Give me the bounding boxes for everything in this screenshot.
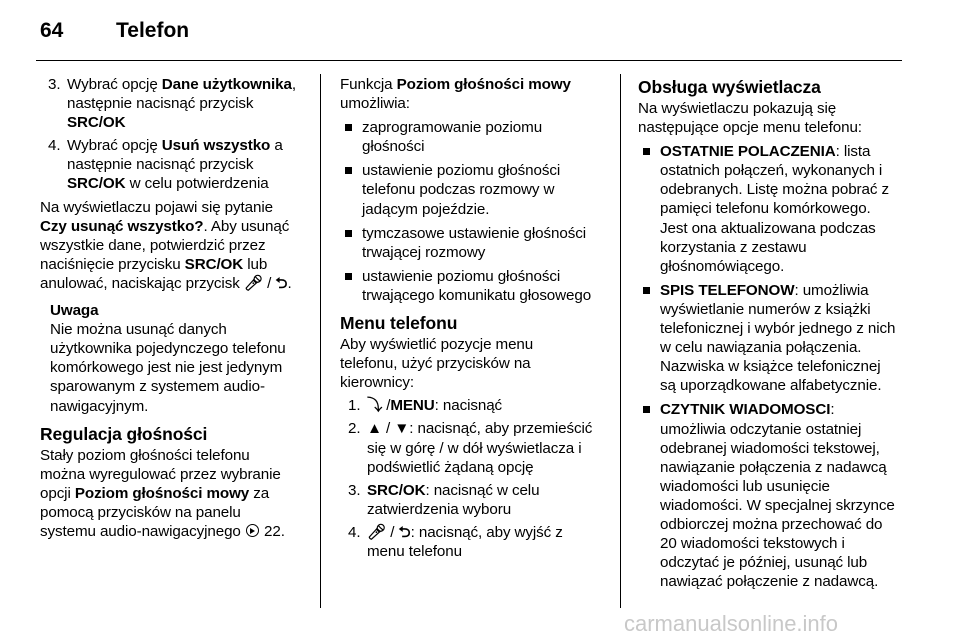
delete-confirm-paragraph: Na wyświetlaczu pojawi się pytanie Czy usunąć wszystko?. Aby usunąć wszystkie dane, potwierdzić przez naciśnięcie przycisku SRC/OK lub anulować, naciskając przycisk 🎤︎ / ⮌.	[40, 198, 292, 292]
list-item: OSTATNIE POLACZENIA: lista ostatnich połączeń, wykonanych i odebranych. Listę można pobrać z pamięci telefonu komórkowego. Jest ona aktualizowana podczas korzystania z zestawu głośnomówiącego.	[638, 142, 904, 276]
mute-icon: 🎤︎	[367, 523, 387, 541]
menu-steps-list	[340, 396, 615, 561]
section-heading-volume: Regulacja głośności	[40, 423, 208, 444]
bullet-icon	[643, 148, 650, 155]
list-item: SPIS TELEFONOW: umożliwia wyświetlanie numerów z książki telefonicznej i wybór jednego z nich w celu nawiązania połączenia. Nazwiska w książce telefonicznej są uporządkowane alfabetycznie.	[638, 281, 904, 396]
section-heading-display: Obsługa wyświetlacza	[638, 77, 821, 97]
list-item: ustawienie poziomu głośności telefonu podczas rozmowy w jadącym pojeździe.	[340, 161, 615, 218]
note-title: Uwaga	[50, 302, 99, 320]
page-header	[0, 0, 960, 62]
arrow-up-icon: ▲	[367, 420, 382, 438]
list-item: 4. Wybrać opcję Usuń wszystko a następnie nacisnąć przycisk SRC/OK w celu potwierdzenia	[48, 137, 283, 193]
bullet-icon	[643, 406, 650, 413]
arrow-down-icon: ▼	[394, 420, 410, 438]
page-title: Telefon	[116, 19, 190, 42]
display-options-list	[638, 142, 904, 591]
list-item: 3. Wybrać opcję Dane użytkownika, następnie nacisnąć przycisk SRC/OK	[48, 76, 296, 132]
delete-steps-list	[40, 75, 312, 194]
menu-paragraph: Aby wyświetlić pozycje menu telefonu, użyć przycisków na kierownicy:	[340, 336, 534, 392]
display-intro: Na wyświetlaczu pokazują się następujące opcje menu telefonu:	[638, 100, 862, 137]
bullet-icon	[345, 230, 352, 237]
watermark: carmanualsonline.info	[624, 611, 839, 636]
column-divider-1	[320, 74, 321, 608]
header-rule	[36, 60, 902, 61]
note-box	[50, 301, 312, 416]
list-item: tymczasowe ustawienie głośności trwającej rozmowy	[340, 224, 615, 262]
list-item: ustawienie poziomu głośności trwającego komunikatu głosowego	[340, 267, 615, 305]
volume-paragraph: Stały poziom głośności telefonu można wyregulować przez wybranie opcji Poziom głośności mowy za pomocą przycisków na panelu systemu audio-nawigacyjnego 22.	[40, 446, 285, 540]
list-item: zaprogramowanie poziomu głośności	[340, 118, 615, 156]
column-1	[40, 75, 312, 541]
bullet-icon	[345, 167, 352, 174]
list-item: 4. 🎤︎ / ⮌: nacisnąć, aby wyjść z menu telefonu	[348, 523, 563, 560]
call-answer-icon: ⤵	[367, 397, 383, 415]
bullet-icon	[345, 124, 352, 131]
note-text: Nie można usunąć danych użytkownika pojedynczego telefonu komórkowego jest nie jest jedynym sparowanym z systemem audio- nawigacyjnym.	[50, 321, 286, 415]
volume-functions-list	[340, 118, 615, 305]
column-2	[340, 75, 615, 565]
page-reference-icon	[246, 524, 259, 537]
bullet-icon	[643, 287, 650, 294]
back-icon: ⮌	[398, 523, 411, 541]
list-item: 2. ▲ / ▼: nacisnąć, aby przemieścić się w górę / w dół wyświetlacza i podświetlić żądaną opcję	[348, 420, 593, 476]
page-number: 64	[40, 19, 64, 42]
column-3	[638, 77, 904, 596]
list-item: 1. ⤵ /MENU: nacisnąć	[348, 397, 503, 415]
intro-paragraph: Funkcja Poziom głośności mowy umożliwia:	[340, 76, 571, 113]
column-divider-2	[620, 74, 621, 608]
bullet-icon	[345, 273, 352, 280]
mute-icon: 🎤︎	[243, 274, 263, 292]
list-item: 3. SRC/OK: nacisnąć w celu zatwierdzenia wyboru	[348, 481, 540, 518]
section-heading-menu: Menu telefonu	[340, 313, 458, 334]
list-item: CZYTNIK WIADOMOSCI: umożliwia odczytanie ostatniej odebranej wiadomości tekstowej, nawiązanie połączenia z nadawcą wiadomości lub usunięcie wiadomości. W specjalnej skrzynce odbiorczej można przechować do 20 wiadomości tekstowych i odczytać je później, usunąć lub nawiązać połączenie z nadawcą.	[638, 400, 904, 591]
back-icon: ⮌	[275, 274, 288, 292]
